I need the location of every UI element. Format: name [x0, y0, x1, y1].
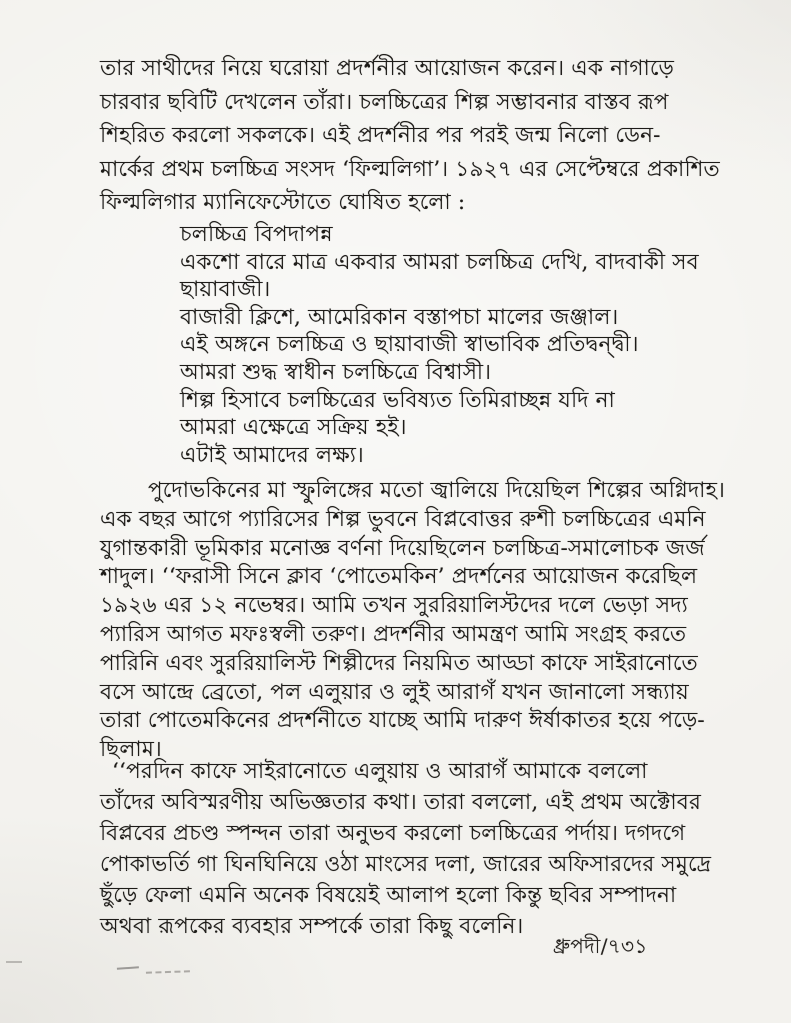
text-line: ছুঁড়ে ফেলা এমনি অনেক বিষয়েই আলাপ হলো কিন্তু ছবির সম্পাদনা: [100, 883, 677, 908]
text-line: বিপ্লবের প্রচণ্ড স্পন্দন তারা অনুভব করলো চলচ্চিত্রের পর্দায়। দগদগে: [100, 821, 686, 846]
text-line: তাঁদের অবিস্মরণীয় অভিজ্ঞতার কথা। তারা বললো, এই প্রথম অক্টোবর: [100, 790, 701, 815]
paragraph-manifesto: [180, 221, 720, 469]
text-line: ‘‘পরদিন কাফে সাইরানোতে এলুয়ায় ও আরাগঁ আমাকে বললো: [112, 759, 648, 784]
text-line: প্যারিস আগত মফঃস্বলী তরুণ। প্রদর্শনীর আমন্ত্রণ আমি সংগ্রহ করতে: [100, 621, 687, 647]
text-line: শাদুল। ‘‘ফরাসী সিনে ক্লাব ‘পোতেমকিন’ প্রদর্শনের আয়োজন করেছিল: [100, 564, 698, 590]
text-line: চারবার ছবিটি দেখলেন তাঁরা। চলচ্চিত্রের শিল্প সম্ভাবনার বাস্তব রূপ: [100, 89, 669, 115]
text-line: এক বছর আগে প্যারিসের শিল্প ভুবনে বিপ্লবোত্তর রুশী চলচ্চিত্রের এমনি: [100, 506, 706, 532]
text-line: ছায়াবাজী।: [180, 277, 271, 303]
text-line: শিল্প হিসাবে চলচ্চিত্রের ভবিষ্যত তিমিরাচ্ছন্ন যদি না: [180, 387, 615, 413]
text-line: পোকাভর্তি গা ঘিনঘিনিয়ে ওঠা মাংসের দলা, জারের অফিসারদের সমুদ্রে: [100, 852, 712, 877]
text-line: তার সাথীদের নিয়ে ঘরোয়া প্রদর্শনীর আয়োজন করেন। এক নাগাড়ে: [100, 56, 675, 81]
pencil-scribble: [6, 961, 22, 965]
text-line: মার্কের প্রথম চলচ্চিত্র সংসদ ‘ফিল্মলিগা’। ১৯২৭ এর সেপ্টেম্বরে প্রকাশিত: [100, 156, 720, 182]
paragraph-pudovkin: [100, 477, 725, 765]
text-line: বসে আন্দ্রে ব্রেতো, পল এলুয়ার ও লুই আরাগঁ যখন জানালো সন্ধ্যায়: [100, 679, 689, 705]
paragraph-quote: [100, 756, 715, 942]
text-line: যুগান্তকারী ভূমিকার মনোজ্ঞ বর্ণনা দিয়েছিলেন চলচ্চিত্র-সমালোচক জর্জ: [100, 535, 705, 561]
text-line: চলচ্চিত্র বিপদাপন্ন: [180, 222, 333, 247]
paragraph-opening: [100, 52, 720, 220]
text-line: একশো বারে মাত্র একবার আমরা চলচ্চিত্র দেখি, বাদবাকী সব: [180, 249, 699, 275]
text-line: তারা পোতেমকিনের প্রদর্শনীতে যাচ্ছে আমি দারুণ ঈর্ষাকাতর হয়ে পড়ে-: [100, 708, 705, 734]
text-line: পুদোভকিনের মা স্ফুলিঙ্গের মতো জ্বালিয়ে দিয়েছিল শিল্পের অগ্নিদাহ।: [148, 478, 725, 503]
text-line: ছিলাম।: [100, 737, 162, 763]
text-line: বাজারী ক্লিশে, আমেরিকান বস্তাপচা মালের জঞ্জাল।: [180, 304, 619, 330]
text-line: ফিল্মলিগার ম্যানিফেস্টোতে ঘোষিত হলো :: [100, 190, 466, 215]
text-line: এটাই আমাদের লক্ষ্য।: [180, 442, 364, 468]
text-line: আমরা এক্ষেত্রে সক্রিয় হই।: [180, 415, 407, 441]
text-line: পারিনি এবং সুররিয়ালিস্ট শিল্পীদের নিয়মিত আড্ডা কাফে সাইরানোতে: [100, 650, 698, 676]
text-line: ১৯২৬ এর ১২ নভেম্বর। আমি তখন সুররিয়ালিস্টদের দলে ভেড়া সদ্য: [100, 593, 688, 619]
pencil-scribble: [117, 966, 139, 973]
text-line: এই অঙ্গনে চলচ্চিত্র ও ছায়াবাজী স্বাভাবিক প্রতিদ্বন্দ্বী।: [180, 332, 639, 358]
text-line: অথবা রূপকের ব্যবহার সম্পর্কে তারা কিছু বলেনি।: [100, 914, 524, 939]
text-line: শিহরিত করলো সকলকে। এই প্রদর্শনীর পর পরই জন্ম নিলো ডেন-: [100, 123, 661, 148]
page-footer-label: ধ্রুপদী/৭৩১: [553, 934, 648, 958]
pencil-scribble: [146, 970, 190, 977]
text-line: আমরা শুদ্ধ স্বাধীন চলচ্চিত্রে বিশ্বাসী।: [180, 359, 492, 385]
